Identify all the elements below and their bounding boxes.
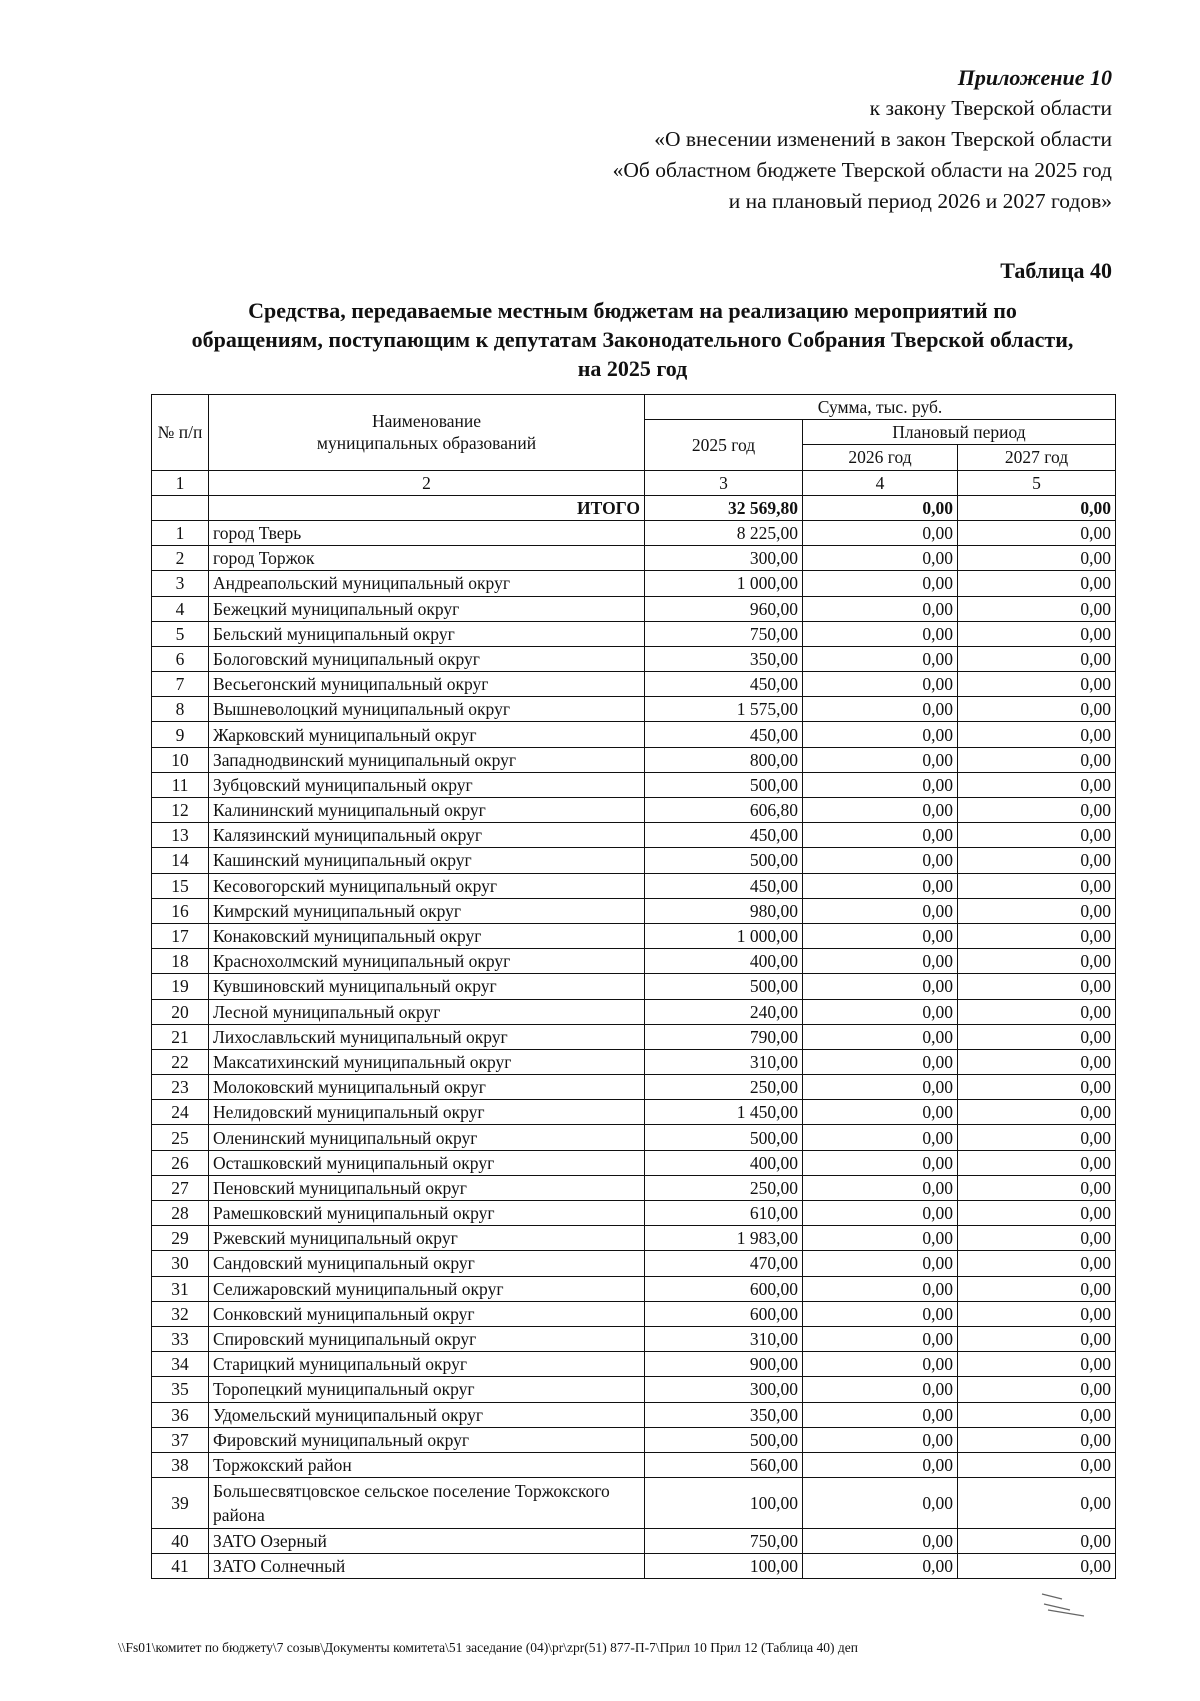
amount-2025: 300,00 bbox=[645, 1377, 803, 1402]
table-row bbox=[152, 1326, 1116, 1351]
amount-2026: 0,00 bbox=[803, 1150, 958, 1175]
row-number: 32 bbox=[152, 1301, 209, 1326]
amount-2025: 240,00 bbox=[645, 999, 803, 1024]
amount-2025: 1 983,00 bbox=[645, 1226, 803, 1251]
title-line: Средства, передаваемые местным бюджетам на реализацию мероприятий по bbox=[248, 298, 1017, 323]
row-number: 4 bbox=[152, 596, 209, 621]
amount-2026: 0,00 bbox=[803, 923, 958, 948]
amount-2025: 450,00 bbox=[645, 873, 803, 898]
amount-2027: 0,00 bbox=[958, 1075, 1116, 1100]
municipality-name: Пеновский муниципальный округ bbox=[209, 1175, 645, 1200]
amount-2025: 606,80 bbox=[645, 798, 803, 823]
amount-2026: 0,00 bbox=[803, 1125, 958, 1150]
amount-2025: 500,00 bbox=[645, 772, 803, 797]
amount-2026: 0,00 bbox=[803, 1201, 958, 1226]
row-number: 17 bbox=[152, 923, 209, 948]
municipality-name: Бежецкий муниципальный округ bbox=[209, 596, 645, 621]
amount-2026: 0,00 bbox=[803, 1301, 958, 1326]
amount-2026: 0,00 bbox=[803, 722, 958, 747]
amount-2026: 0,00 bbox=[803, 1175, 958, 1200]
amount-2027: 0,00 bbox=[958, 1175, 1116, 1200]
amount-2025: 250,00 bbox=[645, 1175, 803, 1200]
col-header-name-line: муниципальных образований bbox=[316, 433, 537, 454]
row-number: 3 bbox=[152, 571, 209, 596]
amount-2026: 0,00 bbox=[803, 798, 958, 823]
amount-2025: 310,00 bbox=[645, 1049, 803, 1074]
table-row bbox=[152, 697, 1116, 722]
municipality-name: Калининский муниципальный округ bbox=[209, 798, 645, 823]
amount-2027: 0,00 bbox=[958, 1402, 1116, 1427]
amount-2025: 310,00 bbox=[645, 1326, 803, 1351]
table-row bbox=[152, 520, 1116, 545]
file-path-footer: \\Fs01\комитет по бюджету\7 созыв\Документы комитета\51 заседание (04)\pr\zpr(51) 877-П-7\Прил 10 Прил 12 (Таблица 40) деп bbox=[118, 1640, 858, 1655]
total-2025: 32 569,80 bbox=[645, 495, 803, 520]
amount-2025: 960,00 bbox=[645, 596, 803, 621]
amount-2025: 1 450,00 bbox=[645, 1100, 803, 1125]
amount-2027: 0,00 bbox=[958, 848, 1116, 873]
amount-2025: 8 225,00 bbox=[645, 520, 803, 545]
amount-2025: 500,00 bbox=[645, 1427, 803, 1452]
amount-2026: 0,00 bbox=[803, 1276, 958, 1301]
table-row bbox=[152, 672, 1116, 697]
table-row bbox=[152, 1075, 1116, 1100]
row-number: 27 bbox=[152, 1175, 209, 1200]
amount-2027: 0,00 bbox=[958, 1352, 1116, 1377]
amount-2027: 0,00 bbox=[958, 1251, 1116, 1276]
amount-2026: 0,00 bbox=[803, 974, 958, 999]
table-row bbox=[152, 646, 1116, 671]
amount-2027: 0,00 bbox=[958, 1554, 1116, 1579]
col-number-cell: 2 bbox=[209, 470, 645, 495]
amount-2027: 0,00 bbox=[958, 974, 1116, 999]
amount-2026: 0,00 bbox=[803, 949, 958, 974]
amount-2025: 1 575,00 bbox=[645, 697, 803, 722]
row-number: 29 bbox=[152, 1226, 209, 1251]
municipality-name: Андреапольский муниципальный округ bbox=[209, 571, 645, 596]
municipality-name: Вышневолоцкий муниципальный округ bbox=[209, 697, 645, 722]
row-number: 21 bbox=[152, 1024, 209, 1049]
amount-2027: 0,00 bbox=[958, 596, 1116, 621]
amount-2027: 0,00 bbox=[958, 1024, 1116, 1049]
amount-2027: 0,00 bbox=[958, 621, 1116, 646]
row-number: 5 bbox=[152, 621, 209, 646]
table-row bbox=[152, 1049, 1116, 1074]
amount-2025: 400,00 bbox=[645, 949, 803, 974]
amount-2026: 0,00 bbox=[803, 1377, 958, 1402]
amount-2025: 980,00 bbox=[645, 898, 803, 923]
municipality-name: Кесовогорский муниципальный округ bbox=[209, 873, 645, 898]
row-number: 1 bbox=[152, 520, 209, 545]
row-number: 26 bbox=[152, 1150, 209, 1175]
row-number: 40 bbox=[152, 1529, 209, 1554]
amount-2025: 450,00 bbox=[645, 722, 803, 747]
municipality-name: Весьегонский муниципальный округ bbox=[209, 672, 645, 697]
amount-2026: 0,00 bbox=[803, 1352, 958, 1377]
document-title bbox=[150, 296, 1115, 383]
amount-2027: 0,00 bbox=[958, 520, 1116, 545]
total-2027: 0,00 bbox=[958, 495, 1116, 520]
col-header-plan-period: Плановый период bbox=[803, 420, 1116, 445]
amount-2027: 0,00 bbox=[958, 898, 1116, 923]
amount-2025: 400,00 bbox=[645, 1150, 803, 1175]
table-row bbox=[152, 1201, 1116, 1226]
col-number-cell: 4 bbox=[803, 470, 958, 495]
municipality-name: Бологовский муниципальный округ bbox=[209, 646, 645, 671]
total-2026: 0,00 bbox=[803, 495, 958, 520]
row-number: 28 bbox=[152, 1201, 209, 1226]
row-number: 9 bbox=[152, 722, 209, 747]
amount-2026: 0,00 bbox=[803, 1427, 958, 1452]
amount-2026: 0,00 bbox=[803, 747, 958, 772]
amount-2027: 0,00 bbox=[958, 1100, 1116, 1125]
amount-2025: 100,00 bbox=[645, 1554, 803, 1579]
row-number: 8 bbox=[152, 697, 209, 722]
municipality-name: Лихославльский муниципальный округ bbox=[209, 1024, 645, 1049]
header-line: «О внесении изменений в закон Тверской области bbox=[654, 127, 1112, 151]
amount-2025: 1 000,00 bbox=[645, 923, 803, 948]
municipality-name: Рамешковский муниципальный округ bbox=[209, 1201, 645, 1226]
amount-2025: 450,00 bbox=[645, 823, 803, 848]
municipality-name: Бельский муниципальный округ bbox=[209, 621, 645, 646]
municipality-name: Зубцовский муниципальный округ bbox=[209, 772, 645, 797]
total-label: ИТОГО bbox=[209, 495, 645, 520]
amount-2027: 0,00 bbox=[958, 747, 1116, 772]
amount-2026: 0,00 bbox=[803, 999, 958, 1024]
row-number: 2 bbox=[152, 546, 209, 571]
row-number: 35 bbox=[152, 1377, 209, 1402]
amount-2025: 750,00 bbox=[645, 621, 803, 646]
amount-2025: 900,00 bbox=[645, 1352, 803, 1377]
amount-2027: 0,00 bbox=[958, 1301, 1116, 1326]
col-number-cell: 1 bbox=[152, 470, 209, 495]
municipality-name: Торопецкий муниципальный округ bbox=[209, 1377, 645, 1402]
row-number: 34 bbox=[152, 1352, 209, 1377]
col-header-sum: Сумма, тыс. руб. bbox=[645, 395, 1116, 420]
row-number: 41 bbox=[152, 1554, 209, 1579]
amount-2026: 0,00 bbox=[803, 823, 958, 848]
amount-2027: 0,00 bbox=[958, 873, 1116, 898]
municipality-name: Жарковский муниципальный округ bbox=[209, 722, 645, 747]
amount-2026: 0,00 bbox=[803, 621, 958, 646]
table-row bbox=[152, 1554, 1116, 1579]
municipality-name: Удомельский муниципальный округ bbox=[209, 1402, 645, 1427]
col-header-number: № п/п bbox=[152, 395, 209, 471]
municipality-name: Оленинский муниципальный округ bbox=[209, 1125, 645, 1150]
table-row bbox=[152, 999, 1116, 1024]
municipality-name: Фировский муниципальный округ bbox=[209, 1427, 645, 1452]
row-number: 37 bbox=[152, 1427, 209, 1452]
municipality-name: Конаковский муниципальный округ bbox=[209, 923, 645, 948]
table-row bbox=[152, 1226, 1116, 1251]
amount-2026: 0,00 bbox=[803, 571, 958, 596]
amount-2027: 0,00 bbox=[958, 772, 1116, 797]
table-row bbox=[152, 848, 1116, 873]
amount-2026: 0,00 bbox=[803, 1075, 958, 1100]
municipality-name: Ржевский муниципальный округ bbox=[209, 1226, 645, 1251]
title-line: на 2025 год bbox=[577, 356, 688, 381]
amount-2027: 0,00 bbox=[958, 646, 1116, 671]
row-number: 6 bbox=[152, 646, 209, 671]
row-number: 7 bbox=[152, 672, 209, 697]
amount-2027: 0,00 bbox=[958, 672, 1116, 697]
amount-2025: 500,00 bbox=[645, 848, 803, 873]
amount-2027: 0,00 bbox=[958, 697, 1116, 722]
amount-2026: 0,00 bbox=[803, 1452, 958, 1477]
amount-2025: 500,00 bbox=[645, 1125, 803, 1150]
amount-2025: 1 000,00 bbox=[645, 571, 803, 596]
amount-2026: 0,00 bbox=[803, 873, 958, 898]
amount-2027: 0,00 bbox=[958, 1377, 1116, 1402]
amount-2025: 470,00 bbox=[645, 1251, 803, 1276]
municipality-name: Селижаровский муниципальный округ bbox=[209, 1276, 645, 1301]
amount-2025: 600,00 bbox=[645, 1276, 803, 1301]
table-row bbox=[152, 949, 1116, 974]
amount-2027: 0,00 bbox=[958, 1529, 1116, 1554]
table-row bbox=[152, 1301, 1116, 1326]
amount-2026: 0,00 bbox=[803, 1554, 958, 1579]
handwritten-mark-icon bbox=[1040, 1590, 1090, 1618]
municipality-name: Осташковский муниципальный округ bbox=[209, 1150, 645, 1175]
amount-2026: 0,00 bbox=[803, 772, 958, 797]
table-row bbox=[152, 798, 1116, 823]
amount-2027: 0,00 bbox=[958, 1478, 1116, 1529]
table-label: Таблица 40 bbox=[1000, 258, 1112, 283]
row-number: 25 bbox=[152, 1125, 209, 1150]
table-row bbox=[152, 1251, 1116, 1276]
municipality-name: Западнодвинский муниципальный округ bbox=[209, 747, 645, 772]
row-number: 38 bbox=[152, 1452, 209, 1477]
table-row bbox=[152, 1427, 1116, 1452]
table-row bbox=[152, 1452, 1116, 1477]
amount-2027: 0,00 bbox=[958, 1226, 1116, 1251]
table-row bbox=[152, 823, 1116, 848]
amount-2026: 0,00 bbox=[803, 672, 958, 697]
row-number: 20 bbox=[152, 999, 209, 1024]
table-row bbox=[152, 923, 1116, 948]
row-number: 23 bbox=[152, 1075, 209, 1100]
municipality-name: Кимрский муниципальный округ bbox=[209, 898, 645, 923]
amount-2026: 0,00 bbox=[803, 1402, 958, 1427]
municipality-name: Нелидовский муниципальный округ bbox=[209, 1100, 645, 1125]
amount-2025: 350,00 bbox=[645, 646, 803, 671]
table-row bbox=[152, 1377, 1116, 1402]
row-number: 31 bbox=[152, 1276, 209, 1301]
amount-2026: 0,00 bbox=[803, 1251, 958, 1276]
table-row bbox=[152, 1478, 1116, 1529]
municipality-name: Торжокский район bbox=[209, 1452, 645, 1477]
amount-2027: 0,00 bbox=[958, 1427, 1116, 1452]
table-row bbox=[152, 1276, 1116, 1301]
municipality-name: Спировский муниципальный округ bbox=[209, 1326, 645, 1351]
row-number: 16 bbox=[152, 898, 209, 923]
amount-2026: 0,00 bbox=[803, 1100, 958, 1125]
row-number: 11 bbox=[152, 772, 209, 797]
amount-2026: 0,00 bbox=[803, 848, 958, 873]
amount-2027: 0,00 bbox=[958, 1125, 1116, 1150]
amount-2027: 0,00 bbox=[958, 1452, 1116, 1477]
table-row bbox=[152, 1150, 1116, 1175]
amount-2027: 0,00 bbox=[958, 546, 1116, 571]
amount-2025: 610,00 bbox=[645, 1201, 803, 1226]
amount-2026: 0,00 bbox=[803, 1226, 958, 1251]
table-row bbox=[152, 898, 1116, 923]
row-number: 13 bbox=[152, 823, 209, 848]
amount-2026: 0,00 bbox=[803, 898, 958, 923]
amount-2025: 450,00 bbox=[645, 672, 803, 697]
amount-2026: 0,00 bbox=[803, 546, 958, 571]
amount-2027: 0,00 bbox=[958, 823, 1116, 848]
table-row bbox=[152, 1100, 1116, 1125]
table-row bbox=[152, 571, 1116, 596]
appendix-header bbox=[613, 62, 1112, 217]
header-line: к закону Тверской области bbox=[869, 96, 1112, 120]
municipality-name: Сонковский муниципальный округ bbox=[209, 1301, 645, 1326]
amount-2027: 0,00 bbox=[958, 1150, 1116, 1175]
row-number: 14 bbox=[152, 848, 209, 873]
amount-2025: 300,00 bbox=[645, 546, 803, 571]
table-row bbox=[152, 722, 1116, 747]
amount-2027: 0,00 bbox=[958, 1276, 1116, 1301]
municipality-name: Лесной муниципальный округ bbox=[209, 999, 645, 1024]
table-row bbox=[152, 546, 1116, 571]
amount-2027: 0,00 bbox=[958, 571, 1116, 596]
header-line: «Об областном бюджете Тверской области на 2025 год bbox=[612, 158, 1112, 182]
header-line: и на плановый период 2026 и 2027 годов» bbox=[728, 189, 1112, 213]
municipality-name: Кашинский муниципальный округ bbox=[209, 848, 645, 873]
table-row bbox=[152, 974, 1116, 999]
total-row bbox=[152, 495, 1116, 520]
table-row bbox=[152, 621, 1116, 646]
table-row bbox=[152, 1402, 1116, 1427]
col-header-name-line: Наименование bbox=[371, 411, 482, 432]
amount-2027: 0,00 bbox=[958, 999, 1116, 1024]
row-number: 36 bbox=[152, 1402, 209, 1427]
row-number: 10 bbox=[152, 747, 209, 772]
table-row bbox=[152, 772, 1116, 797]
row-number: 33 bbox=[152, 1326, 209, 1351]
appendix-number: Приложение 10 bbox=[957, 65, 1112, 90]
table-row bbox=[152, 747, 1116, 772]
amount-2027: 0,00 bbox=[958, 1049, 1116, 1074]
municipality-name: Сандовский муниципальный округ bbox=[209, 1251, 645, 1276]
amount-2026: 0,00 bbox=[803, 1049, 958, 1074]
amount-2026: 0,00 bbox=[803, 520, 958, 545]
amount-2027: 0,00 bbox=[958, 949, 1116, 974]
municipality-name: Краснохолмский муниципальный округ bbox=[209, 949, 645, 974]
table-row bbox=[152, 1352, 1116, 1377]
row-number: 24 bbox=[152, 1100, 209, 1125]
amount-2026: 0,00 bbox=[803, 1478, 958, 1529]
amount-2027: 0,00 bbox=[958, 1326, 1116, 1351]
table-row bbox=[152, 1125, 1116, 1150]
amount-2027: 0,00 bbox=[958, 923, 1116, 948]
col-number-cell: 3 bbox=[645, 470, 803, 495]
amount-2026: 0,00 bbox=[803, 1024, 958, 1049]
municipality-name: Кувшиновский муниципальный округ bbox=[209, 974, 645, 999]
table-row bbox=[152, 873, 1116, 898]
amount-2026: 0,00 bbox=[803, 697, 958, 722]
title-line: обращениям, поступающим к депутатам Законодательного Собрания Тверской области, bbox=[191, 327, 1074, 352]
amount-2027: 0,00 bbox=[958, 722, 1116, 747]
municipality-name: Молоковский муниципальный округ bbox=[209, 1075, 645, 1100]
row-number: 19 bbox=[152, 974, 209, 999]
col-header-2027: 2027 год bbox=[958, 445, 1116, 470]
col-number-cell: 5 bbox=[958, 470, 1116, 495]
amount-2026: 0,00 bbox=[803, 1326, 958, 1351]
amount-2025: 800,00 bbox=[645, 747, 803, 772]
municipality-name: город Тверь bbox=[209, 520, 645, 545]
amount-2025: 790,00 bbox=[645, 1024, 803, 1049]
row-number: 39 bbox=[152, 1478, 209, 1529]
amount-2027: 0,00 bbox=[958, 798, 1116, 823]
amount-2027: 0,00 bbox=[958, 1201, 1116, 1226]
amount-2025: 600,00 bbox=[645, 1301, 803, 1326]
amount-2026: 0,00 bbox=[803, 1529, 958, 1554]
municipality-name: Калязинский муниципальный округ bbox=[209, 823, 645, 848]
amount-2026: 0,00 bbox=[803, 646, 958, 671]
municipality-name: город Торжок bbox=[209, 546, 645, 571]
municipality-name: Большесвятцовское сельское поселение Торжокского района bbox=[209, 1478, 645, 1529]
row-number: 12 bbox=[152, 798, 209, 823]
table-row bbox=[152, 1175, 1116, 1200]
row-number: 18 bbox=[152, 949, 209, 974]
amount-2025: 750,00 bbox=[645, 1529, 803, 1554]
municipality-name: Старицкий муниципальный округ bbox=[209, 1352, 645, 1377]
table-row bbox=[152, 1529, 1116, 1554]
col-header-2026: 2026 год bbox=[803, 445, 958, 470]
amount-2025: 100,00 bbox=[645, 1478, 803, 1529]
budget-table bbox=[151, 394, 1116, 1579]
row-number: 30 bbox=[152, 1251, 209, 1276]
municipality-name: ЗАТО Солнечный bbox=[209, 1554, 645, 1579]
amount-2025: 250,00 bbox=[645, 1075, 803, 1100]
table-row bbox=[152, 1024, 1116, 1049]
amount-2026: 0,00 bbox=[803, 596, 958, 621]
row-number: 15 bbox=[152, 873, 209, 898]
table-row bbox=[152, 596, 1116, 621]
col-header-name bbox=[209, 395, 645, 471]
col-header-2025: 2025 год bbox=[645, 420, 803, 470]
row-number: 22 bbox=[152, 1049, 209, 1074]
amount-2025: 500,00 bbox=[645, 974, 803, 999]
amount-2025: 560,00 bbox=[645, 1452, 803, 1477]
municipality-name: ЗАТО Озерный bbox=[209, 1529, 645, 1554]
amount-2025: 350,00 bbox=[645, 1402, 803, 1427]
municipality-name: Максатихинский муниципальный округ bbox=[209, 1049, 645, 1074]
